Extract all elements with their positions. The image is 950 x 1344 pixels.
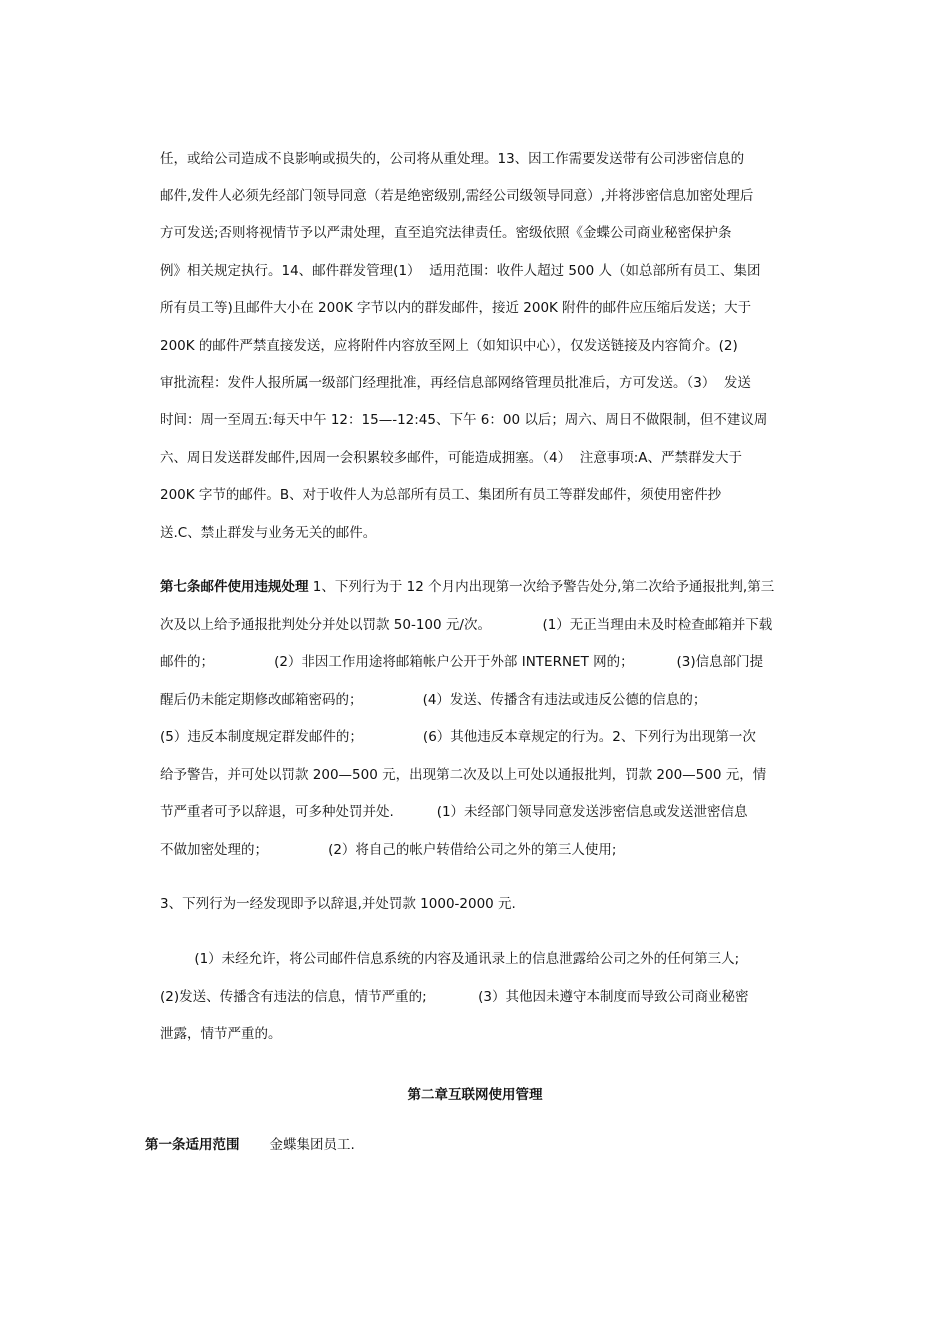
paragraph-line: 方可发送;否则将视情节予以严肃处理，直至追究法律责任。密级依照《金蝶公司商业秘密保护条 xyxy=(160,225,732,241)
article7-line: 醒后仍未能定期修改邮箱密码的； (4）发送、传播含有违法或违反公德的信息的； xyxy=(160,692,707,708)
paragraph-line: 例》相关规定执行。14、邮件群发管理(1） 适用范围：收件人超过 500 人（如总部所有员工、集团 xyxy=(160,263,761,279)
paragraph-line: 任，或给公司造成不良影响或损失的，公司将从重处理。13、因工作需要发送带有公司涉密信息的 xyxy=(160,151,745,167)
article7-first-line xyxy=(160,578,774,596)
article7-line: 邮件的； (2）非因工作用途将邮箱帐户公开于外部 INTERNET 网的； (3)信息部门提 xyxy=(160,654,764,670)
article7-line: 给予警告，并可处以罚款 200—500 元，出现第二次及以上可处以通报批判，罚款 200—500 元，情 xyxy=(160,767,767,783)
article7-line: (5）违反本制度规定群发邮件的； (6）其他违反本章规定的行为。2、下列行为出现第一次 xyxy=(160,729,756,745)
chapter2-article1 xyxy=(145,1136,355,1154)
article7-heading: 第七条邮件使用违规处理 xyxy=(160,579,309,595)
paragraph-line: 200K 字节的邮件。B、对于收件人为总部所有员工、集团所有员工等群发邮件，须使用密件抄 xyxy=(160,487,722,503)
paragraph-line: 时间：周一至周五:每天中午 12：15—-12:45、下午 6：00 以后；周六、周日不做限制，但不建议周 xyxy=(160,412,768,428)
item3-text: 3、下列行为一经发现即予以辞退,并处罚款 1000-2000 元. xyxy=(160,896,516,912)
item3-detail-line: 泄露，情节严重的。 xyxy=(160,1026,282,1042)
item3-detail-line: (2)发送、传播含有违法的信息，情节严重的; (3）其他因未遵守本制度而导致公司商业秘密 xyxy=(160,989,749,1005)
paragraph-line: 所有员工等)且邮件大小在 200K 字节以内的群发邮件，接近 200K 附件的邮件应压缩后发送；大于 xyxy=(160,300,752,316)
article7-line: 节严重者可予以辞退，可多种处罚并处. (1）未经部门领导同意发送涉密信息或发送泄密信息 xyxy=(160,804,748,820)
paragraph-line: 200K 的邮件严禁直接发送，应将附件内容放至网上（如知识中心），仅发送链接及内容简介。(2) xyxy=(160,338,738,354)
article1-text: 金蝶集团员工. xyxy=(269,1137,355,1153)
article1-heading: 第一条适用范围 xyxy=(145,1137,240,1153)
paragraph-line: 送.C、禁止群发与业务无关的邮件。 xyxy=(160,525,377,541)
paragraph-line: 审批流程：发件人报所属一级部门经理批准，再经信息部网络管理员批准后，方可发送。（3） 发送 xyxy=(160,375,751,391)
article7-line: 次及以上给予通报批判处分并处以罚款 50-100 元/次。 (1）无正当理由未及时检查邮箱并下载 xyxy=(160,617,773,633)
paragraph-line: 邮件,发件人必须先经部门领导同意（若是绝密级别,需经公司级领导同意）,并将涉密信息加密处理后 xyxy=(160,188,754,204)
item3-detail-line: (1）未经允许，将公司邮件信息系统的内容及通讯录上的信息泄露给公司之外的任何第三人; xyxy=(160,951,740,967)
article7-first-line-text: 1、下列行为于 12 个月内出现第一次给予警告处分,第二次给予通报批判,第三 xyxy=(308,579,775,595)
article7-line: 不做加密处理的； (2）将自己的帐户转借给公司之外的第三人使用; xyxy=(160,842,617,858)
chapter-title: 第二章互联网使用管理 xyxy=(407,1087,543,1103)
paragraph-line: 六、周日发送群发邮件,因周一会积累较多邮件，可能造成拥塞。（4） 注意事项:A、严禁群发大于 xyxy=(160,450,742,466)
